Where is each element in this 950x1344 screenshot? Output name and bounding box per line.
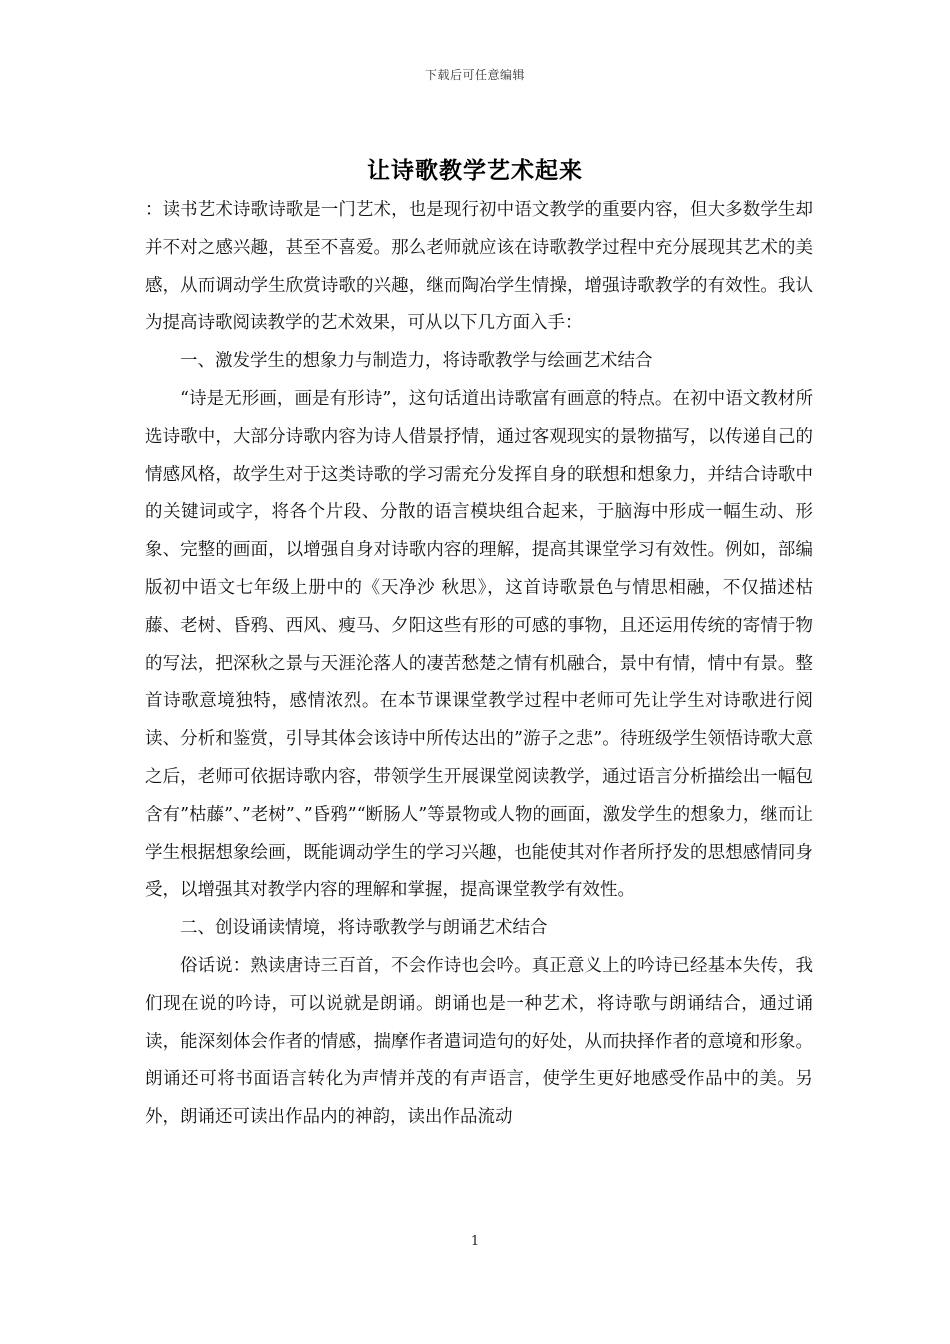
page-number: 1 xyxy=(470,1234,480,1249)
section-2-paragraph: 俗话说：熟读唐诗三百首，不会作诗也会吟。真正意义上的吟诗已经基本失传，我们现在说的吟诗，可以说就是朗诵。朗诵也是一种艺术，将诗歌与朗诵结合，通过诵读，能深刻体会作者的情感，揣摩作者遣词造句的好处，从而抉择作者的意境和形象。朗诵还可将书面语言转化为声情并茂的有声语言，使学生更好地感受作品中的美。另外，朗诵还可读出作品内的神韵，读出作品流动 xyxy=(145,955,813,1128)
document-title: 让诗歌教学艺术起来 xyxy=(367,157,583,184)
section-1-paragraph: “诗是无形画，画是有形诗”，这句话道出诗歌富有画意的特点。在初中语文教材所选诗歌中，大部分诗歌内容为诗人借景抒情，通过客观现实的景物描写，以传递自己的情感风格，故学生对于这类诗歌的学习需充分发挥自身的联想和想象力，并结合诗歌中的关键词或字，将各个片段、分散的语言模块组合起来，于脑海中形成一幅生动、形象、完整的画面，以增强自身对诗歌内容的理解，提高其课堂学习有效性。例如，部编版初中语文七年级上册中的《天净沙 秋思》，这首诗歌景色与情思相融，不仅描述枯藤、老树、昏鸦、西风、瘦马、夕阳这些有形的可感的事物，且还运用传统的寄情于物的写法，把深秋之景与天涯沦落人的凄苦愁楚之情有机融合，景中有情，情中有景。整首诗歌意境独特，感情浓烈。在本节课课堂教学过程中老师可先让学生对诗歌进行阅读、分析和鉴赏，引导其体会该诗中所传达出的”游子之悲”。待班级学生领悟诗歌大意之后，老师可依据诗歌内容，带领学生开展课堂阅读教学，通过语言分析描绘出一幅包含有”枯藤”、”老树”、”昏鸦”“断肠人”等景物或人物的画面，激发学生的想象力，继而让学生根据想象绘画，既能调动学生的学习兴趣，也能使其对作者所抒发的思想感情同身受，以增强其对教学内容的理解和掌握，提高课堂教学有效性。 xyxy=(145,388,813,901)
section-heading-1: 一、激发学生的想象力与制造力，将诗歌教学与绘画艺术结合 xyxy=(180,351,653,372)
intro-paragraph: ：读书艺术诗歌诗歌是一门艺术，也是现行初中语文教学的重要内容，但大多数学生却并不对之感兴趣，甚至不喜爱。那么老师就应该在诗歌教学过程中充分展现其艺术的美感，从而调动学生欣赏诗歌的兴趣，继而陶冶学生情操，增强诗歌教学的有效性。我认为提高诗歌阅读教学的艺术效果，可从以下几方面入手： xyxy=(145,200,813,334)
document-body xyxy=(145,192,813,1137)
page-header: 下载后可任意编辑 xyxy=(424,68,525,82)
section-heading-2: 二、创设诵读情境，将诗歌教学与朗诵艺术结合 xyxy=(180,918,548,939)
